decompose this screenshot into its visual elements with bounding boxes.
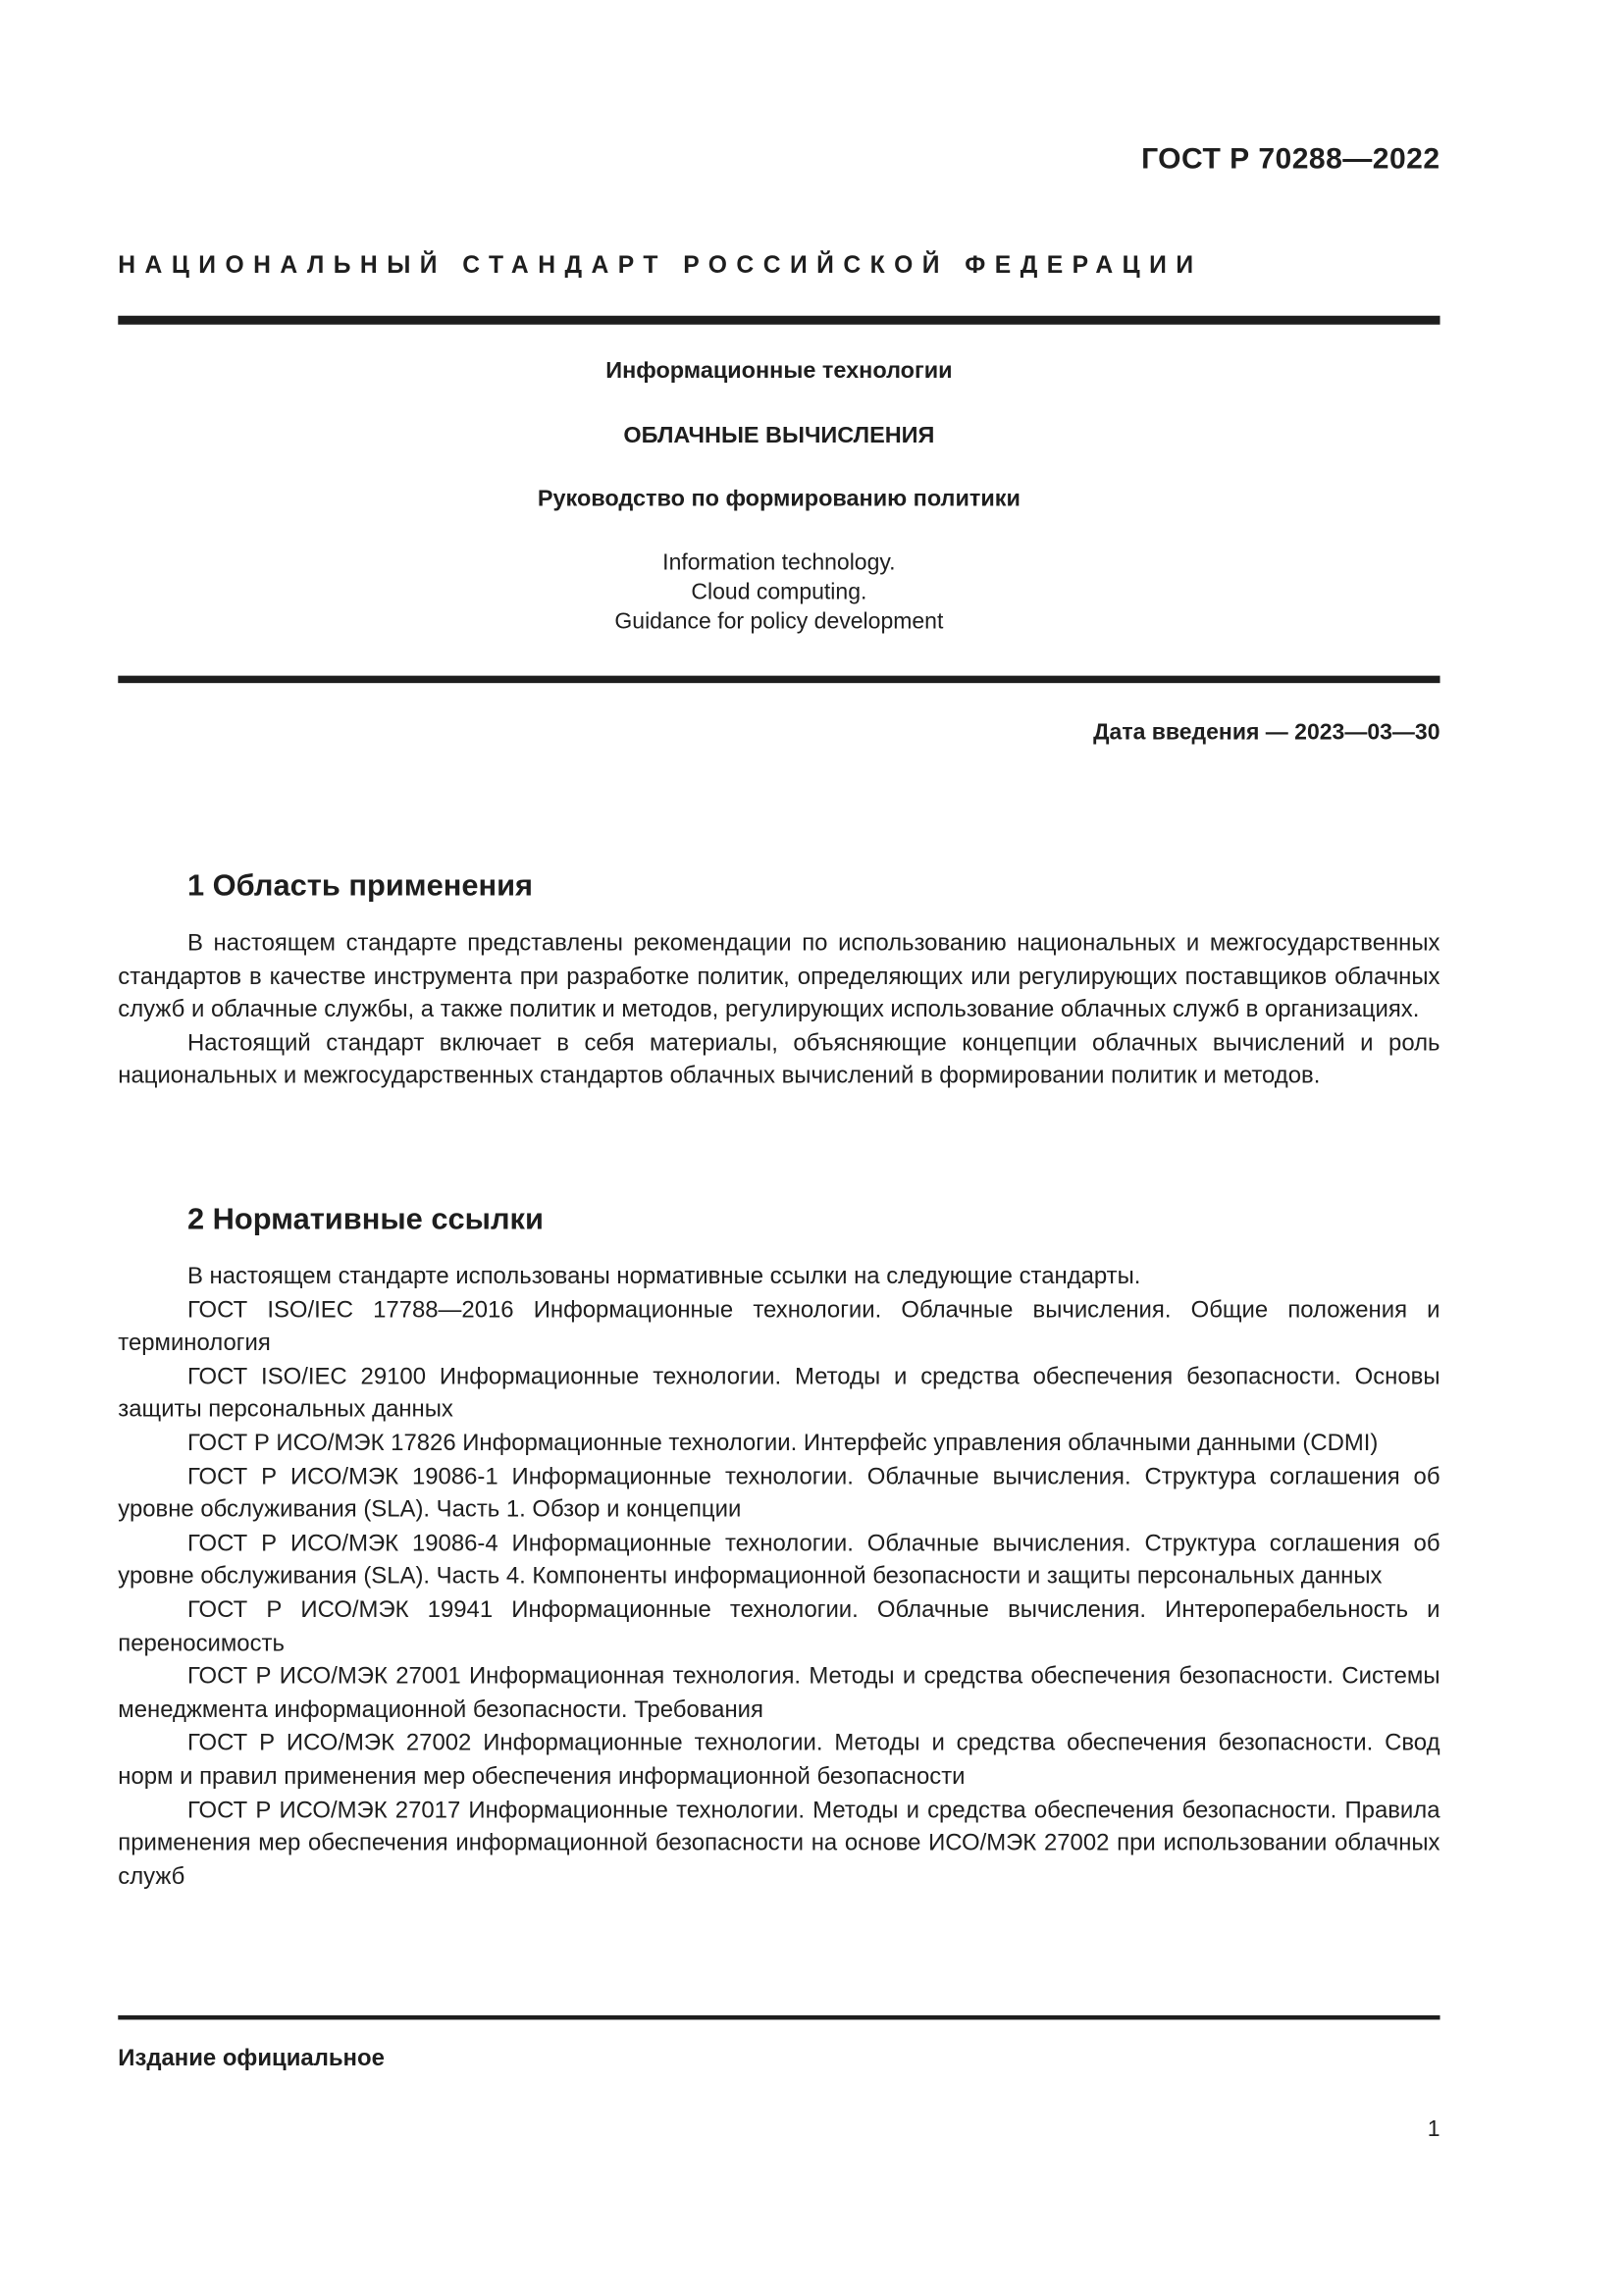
reference-item: ГОСТ Р ИСО/МЭК 27017 Информационные технологии. Методы и средства обеспечения безопасности. Правила применения мер обеспечения информационной безопасности на основе ИСО/МЭК 27002 при использовании облачных служб [118, 1798, 1440, 1890]
paragraph: Настоящий стандарт включает в себя материалы, объясняющие концепции облачных вычислений и роль национальных и межгосударственных стандартов облачных вычислений в формировании политик и методов. [118, 1030, 1440, 1090]
bottom-rule [118, 2015, 1440, 2019]
title-sub: Руководство по формированию политики [537, 487, 1021, 512]
section-heading: 2 Нормативные ссылки [186, 1202, 544, 1237]
reference-item: ГОСТ ISO/IEC 17788—2016 Информационные технологии. Облачные вычисления. Общие положения и терминология [118, 1297, 1440, 1357]
section-heading: 1 Область применения [186, 868, 534, 904]
section-body [118, 928, 1440, 1095]
paragraph: В настоящем стандарте использованы нормативные ссылки на следующие стандарты. [186, 1264, 1141, 1290]
reference-item: ГОСТ Р ИСО/МЭК 19086-1 Информационные технологии. Облачные вычисления. Структура соглашения об уровне обслуживания (SLA). Часть 1. Обзор и концепции [118, 1464, 1440, 1523]
english-title-line: Information technology. [662, 549, 896, 576]
middle-rule [118, 676, 1440, 684]
reference-item: ГОСТ Р ИСО/МЭК 27002 Информационные технологии. Методы и средства обеспечения безопасности. Свод норм и правил применения мер обеспечения информационной безопасности [118, 1731, 1440, 1790]
reference-item: ГОСТ Р ИСО/МЭК 27001 Информационная технология. Методы и средства обеспечения безопасности. Системы менеджмента информационной безопасности. Требования [118, 1664, 1440, 1723]
paragraph: В настоящем стандарте представлены рекомендации по использованию национальных и межгосударственных стандартов в качестве инструмента при разработке политик, определяющих или регулирующих поставщиков облачных служб и облачные службы, а также политик и методов, регулирующих использование облачных служб в организациях. [118, 930, 1440, 1023]
page-number: 1 [1427, 2116, 1440, 2143]
reference-item: ГОСТ Р ИСО/МЭК 19941 Информационные технологии. Облачные вычисления. Интероперабельность и переносимость [118, 1597, 1440, 1656]
reference-item: ГОСТ Р ИСО/МЭК 17826 Информационные технологии. Интерфейс управления облачными данными (CDMI) [186, 1431, 1379, 1457]
title-subject: Информационные технологии [605, 358, 953, 384]
gost-code: ГОСТ Р 70288—2022 [1141, 142, 1440, 176]
reference-item: ГОСТ Р ИСО/МЭК 19086-4 Информационные технологии. Облачные вычисления. Структура соглашения об уровне обслуживания (SLA). Часть 4. Компоненты информационной безопасности и защиты персональных данных [118, 1531, 1440, 1590]
english-title [118, 548, 1440, 637]
title-main: ОБЛАЧНЫЕ ВЫЧИСЛЕНИЯ [623, 423, 935, 449]
top-rule [118, 316, 1440, 325]
english-title-line: Cloud computing. [691, 579, 867, 605]
introduction-date: Дата введения — 2023—03—30 [1093, 719, 1440, 746]
english-title-line: Guidance for policy development [614, 608, 944, 635]
reference-item: ГОСТ ISO/IEC 29100 Информационные технологии. Методы и средства обеспечения безопасности. Основы защиты персональных данных [118, 1364, 1440, 1424]
section-body [118, 1262, 1440, 1895]
national-standard-banner: НАЦИОНАЛЬНЫЙ СТАНДАРТ РОССИЙСКОЙ ФЕДЕРАЦИИ [118, 252, 1203, 280]
official-edition-label: Издание официальное [118, 2046, 385, 2072]
